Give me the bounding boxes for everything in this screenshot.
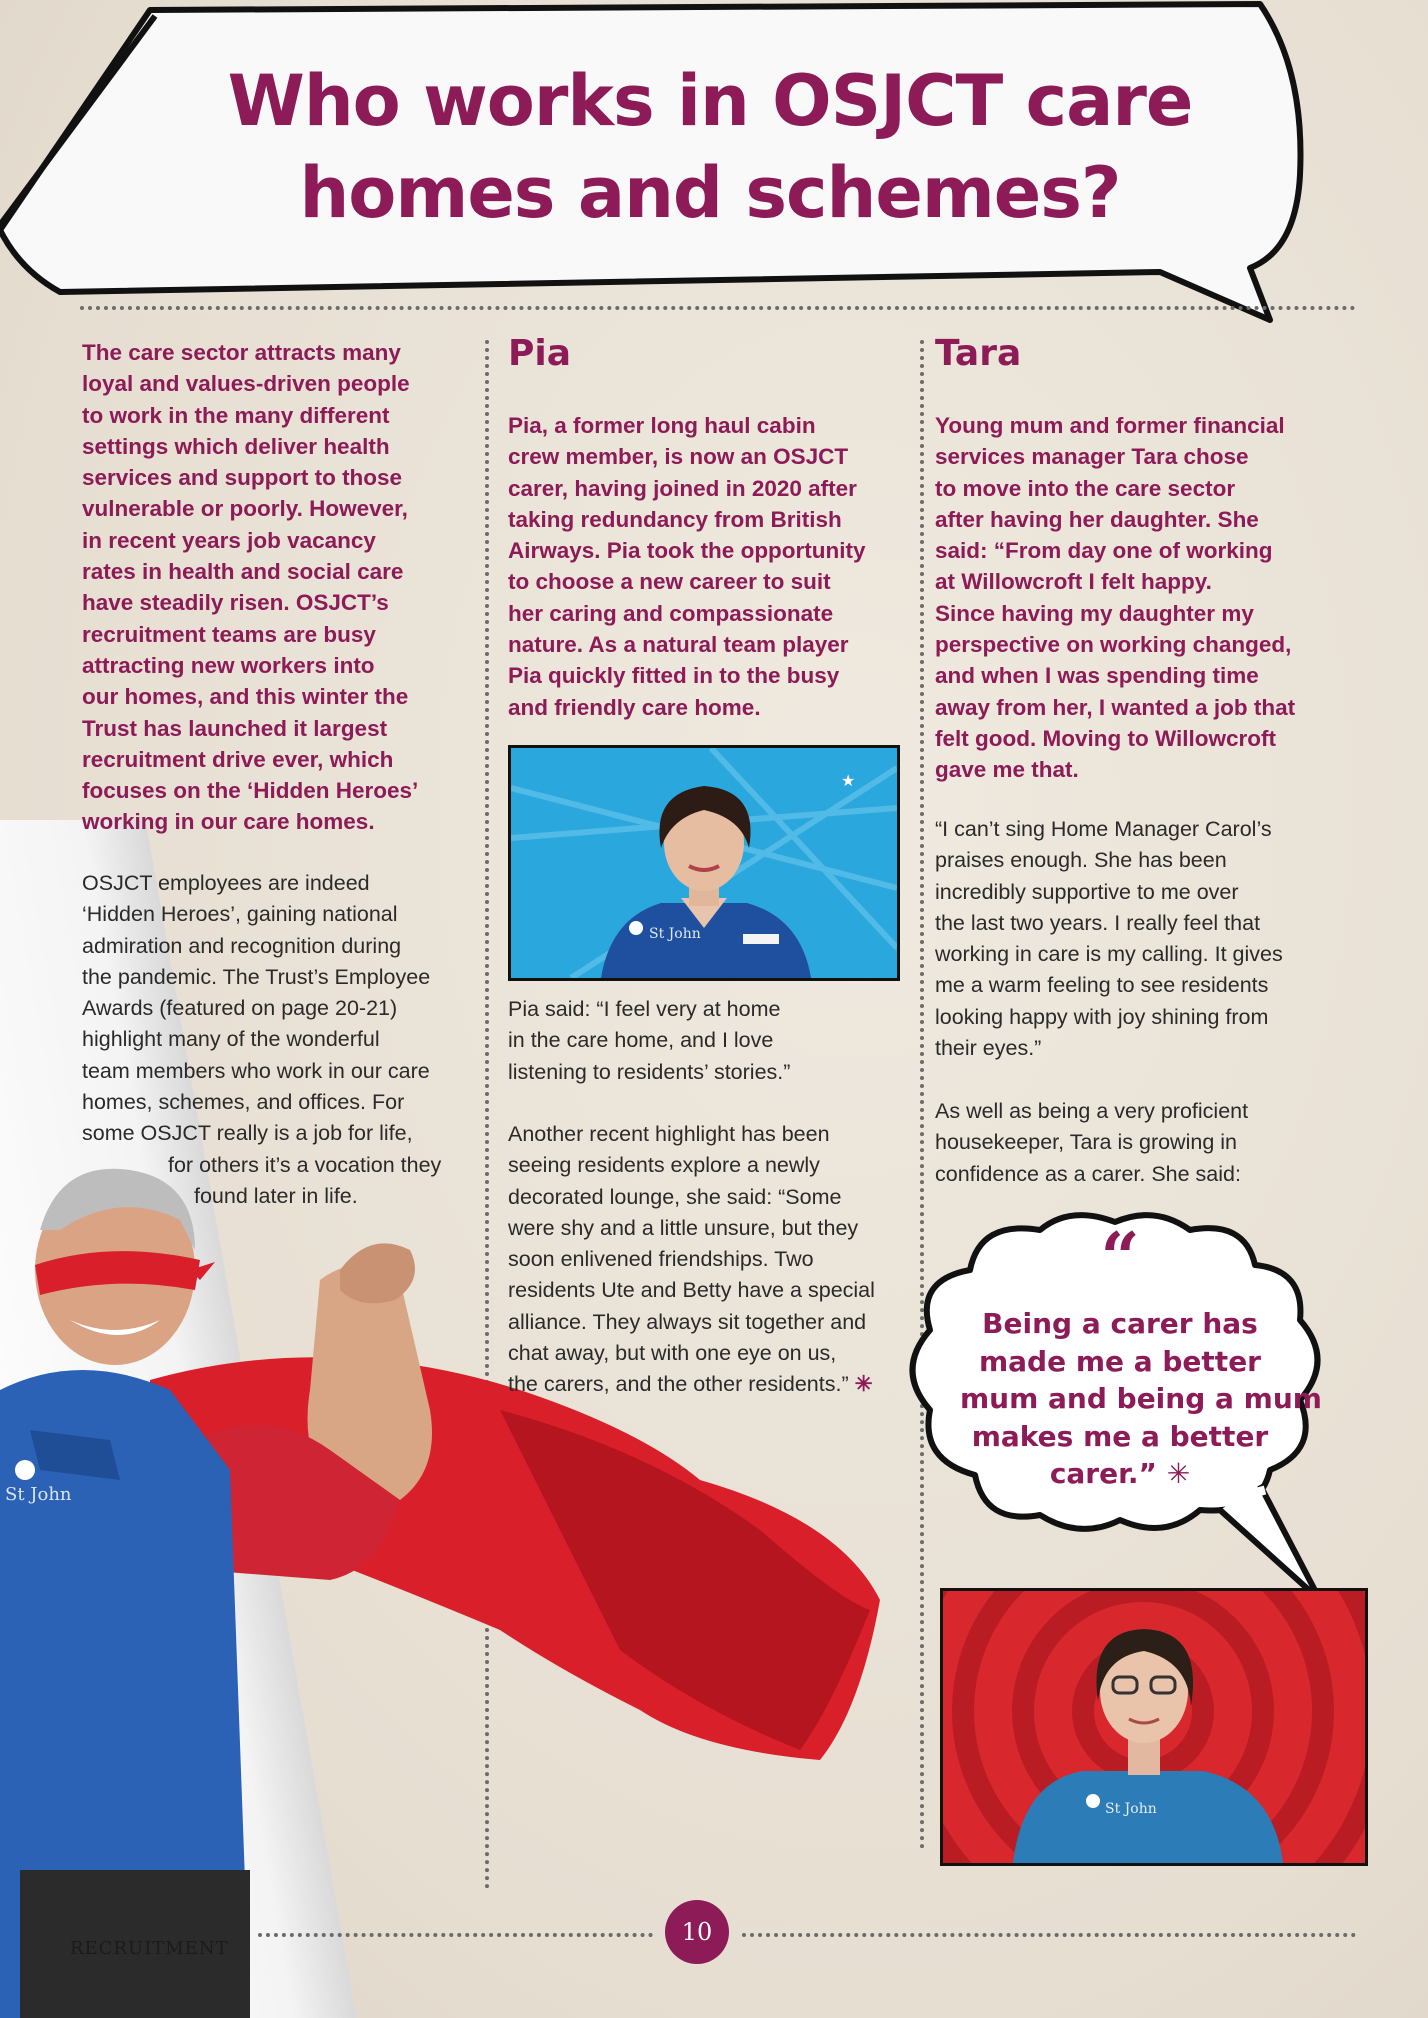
tara-housekeeper-paragraph bbox=[935, 1096, 1248, 1190]
text-line: taking redundancy from British bbox=[508, 506, 842, 532]
pull-quote bbox=[960, 1305, 1322, 1493]
text-line: makes me a better bbox=[971, 1419, 1269, 1453]
text-line: confidence as a carer. She said: bbox=[935, 1161, 1241, 1186]
text-line: our homes, and this winter the bbox=[82, 684, 409, 710]
text-line: “I can’t sing Home Manager Carol’s bbox=[935, 817, 1272, 841]
text-line: in the care home, and I love bbox=[508, 1028, 774, 1053]
text-line: nature. As a natural team player bbox=[508, 632, 849, 658]
section-label: RECRUITMENT bbox=[70, 1938, 229, 1959]
text-line: to choose a new career to suit bbox=[508, 569, 831, 595]
text-line: away from her, I wanted a job that bbox=[935, 694, 1296, 720]
text-line: mum and being a mum bbox=[960, 1382, 1322, 1415]
text-line: the pandemic. The Trust’s Employee bbox=[82, 964, 431, 989]
text-line: residents Ute and Betty have a special bbox=[508, 1278, 875, 1303]
text-line: As well as being a very proficient bbox=[935, 1099, 1249, 1123]
text-line: incredibly supportive to me over bbox=[935, 879, 1239, 904]
text-line: Pia quickly fitted in to the busy bbox=[508, 663, 840, 689]
text-line: said: “From day one of working bbox=[935, 538, 1273, 564]
text-line-last: the carers, and the other residents.” bbox=[508, 1372, 849, 1397]
text-line: housekeeper, Tara is growing in bbox=[935, 1130, 1237, 1155]
text-line: OSJCT employees are indeed bbox=[82, 871, 370, 895]
text-line: gave me that. bbox=[935, 757, 1079, 783]
text-line: settings which deliver health bbox=[82, 433, 390, 459]
text-line: chat away, but with one eye on us, bbox=[508, 1341, 837, 1366]
text-line: Another recent highlight has been bbox=[508, 1122, 830, 1146]
text-line: Awards (featured on page 20-21) bbox=[82, 996, 398, 1021]
title-speech-bubble bbox=[0, 0, 1428, 330]
text-line: her caring and compassionate bbox=[508, 600, 834, 626]
text-line: to move into the care sector bbox=[935, 475, 1236, 501]
text-line: their eyes.” bbox=[935, 1036, 1042, 1061]
text-line: ‘Hidden Heroes’, gaining national bbox=[82, 902, 398, 927]
svg-text:★: ★ bbox=[841, 771, 856, 790]
text-line: listening to residents’ stories.” bbox=[508, 1059, 791, 1084]
text-line: have steadily risen. OSJCT’s bbox=[82, 590, 389, 616]
text-line: to work in the many different bbox=[82, 402, 390, 428]
top-dotted-rule bbox=[80, 306, 1356, 310]
text-line: for others it’s a vocation they bbox=[168, 1152, 442, 1177]
text-line: alliance. They always sit together and bbox=[508, 1309, 867, 1334]
text-line: Since having my daughter my bbox=[935, 600, 1254, 626]
tara-lead-paragraph bbox=[935, 410, 1295, 786]
text-line: recruitment teams are busy bbox=[82, 621, 376, 647]
text-line bbox=[508, 1369, 875, 1400]
pia-highlight-paragraph bbox=[508, 1119, 875, 1401]
text-line: highlight many of the wonderful bbox=[82, 1027, 380, 1052]
pia-heading: Pia bbox=[508, 333, 572, 374]
text-line: were shy and a little unsure, but they bbox=[508, 1215, 859, 1240]
text-line: working in care is my calling. It gives bbox=[935, 942, 1283, 967]
title-line-2: homes and schemes? bbox=[299, 152, 1121, 234]
svg-text:St John: St John bbox=[649, 926, 701, 942]
pia-lead-paragraph bbox=[508, 410, 866, 723]
tara-carol-paragraph bbox=[935, 814, 1283, 1064]
text-line: services and support to those bbox=[82, 465, 403, 491]
text-line: attracting new workers into bbox=[82, 652, 375, 678]
text-line: at Willowcroft I felt happy. bbox=[935, 569, 1212, 595]
text-line: Trust has launched it largest bbox=[82, 715, 388, 741]
text-line: after having her daughter. She bbox=[935, 506, 1259, 532]
text-line: The care sector attracts many bbox=[82, 340, 401, 365]
text-line: made me a better bbox=[978, 1344, 1261, 1378]
text-line: seeing residents explore a newly bbox=[508, 1153, 820, 1178]
text-line: me a warm feeling to see residents bbox=[935, 973, 1269, 998]
text-line: Being a carer has bbox=[982, 1307, 1258, 1340]
text-line-last: carer.” bbox=[1049, 1457, 1157, 1490]
text-line: and friendly care home. bbox=[508, 694, 761, 720]
text-line: team members who work in our care bbox=[82, 1058, 430, 1083]
quote-bubble bbox=[900, 1210, 1340, 1600]
intro-lead-paragraph bbox=[82, 337, 418, 838]
svg-text:St John: St John bbox=[5, 1484, 72, 1505]
text-line: Pia said: “I feel very at home bbox=[508, 997, 781, 1021]
text-line: perspective on working changed, bbox=[935, 632, 1292, 658]
text-line: carer, having joined in 2020 after bbox=[508, 475, 857, 501]
column-divider-2 bbox=[920, 340, 924, 1850]
text-line bbox=[960, 1455, 1280, 1493]
text-line: felt good. Moving to Willowcroft bbox=[935, 725, 1276, 751]
text-line: loyal and values-driven people bbox=[82, 371, 410, 397]
page-title bbox=[130, 55, 1290, 239]
text-line: praises enough. She has been bbox=[935, 848, 1227, 873]
end-star-icon: ✳ bbox=[854, 1372, 873, 1397]
text-line: decorated lounge, she said: “Some bbox=[508, 1184, 842, 1209]
text-line: some OSJCT really is a job for life, bbox=[82, 1121, 413, 1146]
page-number: 10 bbox=[665, 1900, 729, 1964]
tara-photo bbox=[940, 1588, 1368, 1866]
text-line: Pia, a former long haul cabin bbox=[508, 413, 816, 438]
text-line: homes, schemes, and offices. For bbox=[82, 1090, 405, 1115]
text-line: crew member, is now an OSJCT bbox=[508, 444, 849, 470]
quote-mark-icon: “ bbox=[1100, 1218, 1140, 1298]
tara-heading: Tara bbox=[935, 333, 1022, 374]
footer-dotted-rule-left bbox=[258, 1933, 653, 1937]
text-line: recruitment drive ever, which bbox=[82, 746, 394, 772]
text-line: Airways. Pia took the opportunity bbox=[508, 538, 866, 564]
intro-body-paragraph bbox=[82, 868, 441, 1212]
text-line: focuses on the ‘Hidden Heroes’ bbox=[82, 778, 419, 804]
text-line: in recent years job vacancy bbox=[82, 527, 376, 553]
pia-photo bbox=[508, 745, 900, 981]
text-line: and when I was spending time bbox=[935, 663, 1259, 689]
text-line: found later in life. bbox=[194, 1183, 358, 1208]
footer-dotted-rule-right bbox=[742, 1933, 1356, 1937]
title-line-1: Who works in OSJCT care bbox=[227, 60, 1193, 142]
text-line: services manager Tara chose bbox=[935, 444, 1249, 470]
text-line: soon enlivened friendships. Two bbox=[508, 1247, 814, 1272]
text-line: vulnerable or poorly. However, bbox=[82, 496, 408, 522]
end-star-icon: ✳ bbox=[1166, 1457, 1191, 1490]
text-line: Young mum and former financial bbox=[935, 413, 1285, 438]
text-line: rates in health and social care bbox=[82, 559, 404, 585]
pia-quote-paragraph bbox=[508, 994, 790, 1088]
svg-text:St John: St John bbox=[1105, 1801, 1157, 1817]
text-line: admiration and recognition during bbox=[82, 933, 402, 958]
text-line: the last two years. I really feel that bbox=[935, 910, 1261, 935]
text-line: looking happy with joy shining from bbox=[935, 1004, 1269, 1029]
text-line: working in our care homes. bbox=[82, 809, 375, 835]
